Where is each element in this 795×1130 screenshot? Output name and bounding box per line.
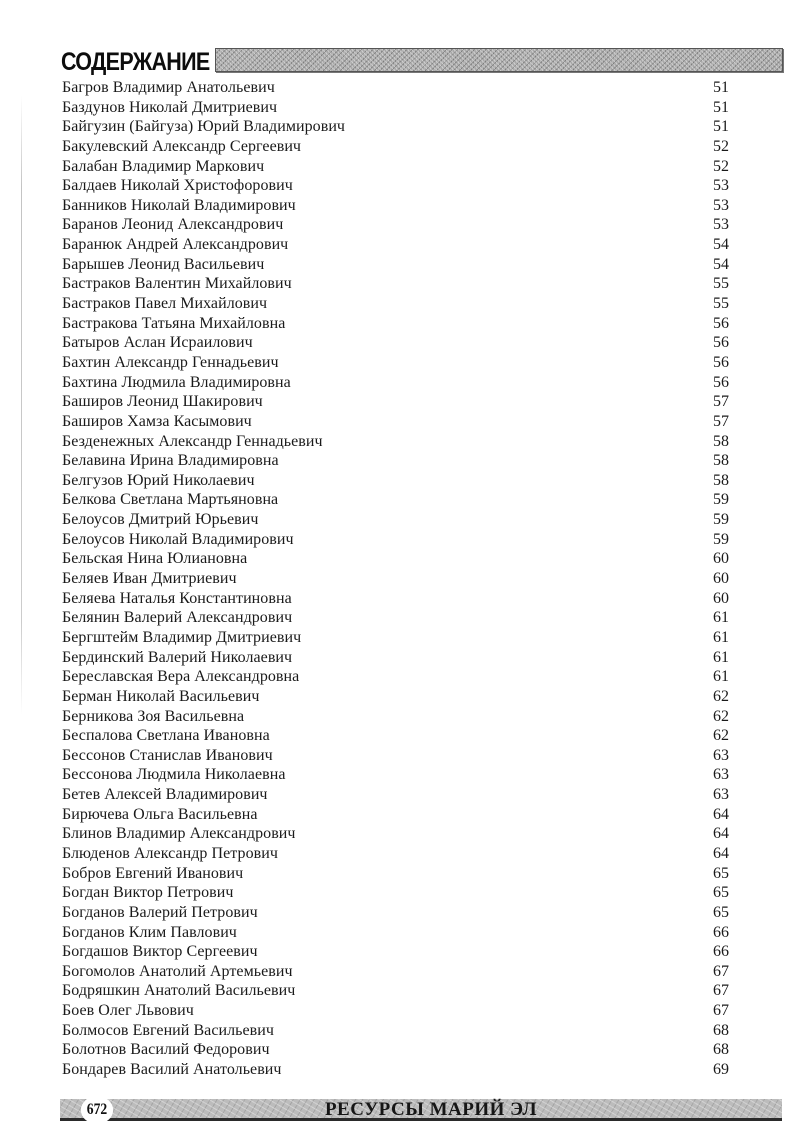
toc-entry-page: 63: [713, 766, 729, 784]
toc-entry[interactable]: [62, 765, 732, 785]
toc-entry-name: Белгузов Юрий Николаевич: [62, 471, 255, 489]
toc-entry-name: Баздунов Николай Дмитриевич: [62, 98, 278, 116]
toc-entry-page: 64: [713, 844, 729, 862]
toc-entry-name: Банников Николай Владимирович: [62, 196, 296, 214]
toc-entry[interactable]: [62, 805, 732, 825]
toc-entry-name: Белоусов Дмитрий Юрьевич: [62, 511, 259, 529]
toc-entry-page: 58: [713, 471, 729, 489]
toc-entry-page: 53: [713, 216, 729, 234]
toc-entry-page: 59: [713, 491, 729, 509]
toc-entry-name: Бастраков Валентин Михайлович: [62, 275, 292, 293]
toc-entry-name: Белавина Ирина Владимировна: [62, 452, 279, 470]
toc-entry-page: 62: [713, 687, 729, 705]
toc-entry-name: Байгузин (Байгуза) Юрий Владимирович: [62, 118, 346, 136]
toc-entry-page: 68: [713, 1021, 729, 1039]
toc-entry-name: Белкова Светлана Мартьяновна: [62, 491, 279, 509]
toc-entry-page: 67: [713, 1002, 729, 1020]
toc-entry-name: Батыров Аслан Исраилович: [62, 334, 253, 352]
toc-entry-page: 63: [713, 786, 729, 804]
toc-entry[interactable]: [62, 255, 732, 275]
toc-entry[interactable]: [62, 530, 732, 550]
toc-entry[interactable]: [62, 294, 732, 314]
toc-entry-page: 54: [713, 255, 729, 273]
toc-entry-page: 61: [713, 609, 729, 627]
toc-entry-name: Беспалова Светлана Ивановна: [62, 727, 270, 745]
toc-entry[interactable]: [62, 412, 732, 432]
toc-entry-name: Блинов Владимир Александрович: [62, 825, 296, 843]
toc-entry[interactable]: [62, 864, 732, 884]
toc-entry-name: Богдашов Виктор Сергеевич: [62, 943, 258, 961]
toc-entry-name: Баранов Леонид Александрович: [62, 216, 284, 234]
toc-entry-name: Бирючева Ольга Васильевна: [62, 805, 258, 823]
toc-entry[interactable]: [62, 471, 732, 491]
page-number: 672: [81, 1096, 113, 1124]
toc-entry-page: 61: [713, 628, 729, 646]
toc-entry[interactable]: [62, 432, 732, 452]
toc-entry-page: 64: [713, 825, 729, 843]
toc-entry-name: Бердинский Валерий Николаевич: [62, 648, 293, 666]
book-title: РЕСУРСЫ МАРИЙ ЭЛ: [324, 1099, 538, 1120]
toc-entry-page: 60: [713, 570, 729, 588]
toc-entry-name: Богданов Клим Павлович: [62, 923, 237, 941]
toc-entry[interactable]: [62, 1040, 732, 1060]
decorative-title-bar: [215, 48, 783, 72]
toc-entry-name: Бессонов Станислав Иванович: [62, 746, 273, 764]
toc-entry[interactable]: [62, 883, 732, 903]
toc-entry-page: 59: [713, 530, 729, 548]
toc-entry[interactable]: [62, 333, 732, 353]
toc-entry-name: Бахтин Александр Геннадьевич: [62, 353, 279, 371]
toc-entry[interactable]: [62, 510, 732, 530]
toc-entry-page: 52: [713, 157, 729, 175]
toc-entry[interactable]: [62, 274, 732, 294]
toc-entry[interactable]: [62, 903, 732, 923]
toc-entry-name: Бондарев Василий Анатольевич: [62, 1061, 282, 1079]
toc-entry-page: 55: [713, 275, 729, 293]
toc-entry-name: Богдан Виктор Петрович: [62, 884, 234, 902]
toc-entry[interactable]: [62, 608, 732, 628]
toc-entry-name: Беляева Наталья Константиновна: [62, 589, 292, 607]
toc-entry[interactable]: [62, 1001, 732, 1021]
toc-entry-page: 65: [713, 903, 729, 921]
toc-entry-page: 60: [713, 589, 729, 607]
toc-entry-page: 55: [713, 295, 729, 313]
toc-entry[interactable]: [62, 1060, 732, 1080]
toc-entry-name: Бергштейм Владимир Дмитриевич: [62, 628, 302, 646]
toc-entry[interactable]: [62, 176, 732, 196]
page-footer: [60, 1096, 782, 1124]
toc-entry-page: 58: [713, 452, 729, 470]
toc-entry[interactable]: [62, 785, 732, 805]
toc-entry-name: Баширов Хамза Касымович: [62, 412, 252, 430]
toc-entry-page: 63: [713, 746, 729, 764]
table-of-contents: [62, 78, 732, 1080]
toc-entry-name: Береславская Вера Александровна: [62, 668, 300, 686]
toc-entry-name: Бахтина Людмила Владимировна: [62, 373, 291, 391]
toc-entry-name: Белоусов Николай Владимирович: [62, 530, 294, 548]
toc-entry[interactable]: [62, 196, 732, 216]
toc-entry-page: 57: [713, 393, 729, 411]
toc-entry-page: 59: [713, 511, 729, 529]
toc-entry-page: 53: [713, 196, 729, 214]
toc-entry-name: Балабан Владимир Маркович: [62, 157, 265, 175]
toc-entry[interactable]: [62, 549, 732, 569]
toc-entry[interactable]: [62, 942, 732, 962]
toc-entry[interactable]: [62, 844, 732, 864]
toc-entry[interactable]: [62, 353, 732, 373]
toc-entry-name: Болотнов Василий Федорович: [62, 1041, 270, 1059]
toc-entry-page: 51: [713, 98, 729, 116]
toc-entry[interactable]: [62, 157, 732, 177]
toc-entry-name: Бакулевский Александр Сергеевич: [62, 137, 302, 155]
toc-entry[interactable]: [62, 117, 732, 137]
toc-entry[interactable]: [62, 98, 732, 118]
toc-entry[interactable]: [62, 628, 732, 648]
toc-entry-page: 67: [713, 962, 729, 980]
page-title: СОДЕРЖАНИЕ: [61, 48, 210, 76]
toc-entry-name: Безденежных Александр Геннадьевич: [62, 432, 323, 450]
toc-entry-page: 57: [713, 412, 729, 430]
toc-entry[interactable]: [62, 981, 732, 1001]
toc-entry-page: 56: [713, 373, 729, 391]
toc-entry[interactable]: [62, 569, 732, 589]
toc-entry-name: Бессонова Людмила Николаевна: [62, 766, 286, 784]
toc-entry-name: Бастракова Татьяна Михайловна: [62, 314, 286, 332]
toc-entry-page: 67: [713, 982, 729, 1000]
toc-entry-name: Бастраков Павел Михайлович: [62, 295, 268, 313]
toc-entry-name: Беляев Иван Дмитриевич: [62, 570, 237, 588]
toc-entry[interactable]: [62, 824, 732, 844]
toc-entry-name: Белянин Валерий Александрович: [62, 609, 293, 627]
toc-entry-page: 65: [713, 864, 729, 882]
toc-entry-page: 52: [713, 137, 729, 155]
toc-entry-page: 65: [713, 884, 729, 902]
toc-entry[interactable]: [62, 687, 732, 707]
toc-entry-name: Баширов Леонид Шакирович: [62, 393, 263, 411]
toc-entry-page: 61: [713, 668, 729, 686]
toc-entry-name: Барышев Леонид Васильевич: [62, 255, 265, 273]
toc-entry[interactable]: [62, 373, 732, 393]
toc-entry[interactable]: [62, 589, 732, 609]
toc-entry-page: 56: [713, 334, 729, 352]
toc-entry[interactable]: [62, 726, 732, 746]
toc-entry-name: Берман Николай Васильевич: [62, 687, 260, 705]
toc-entry-page: 62: [713, 727, 729, 745]
toc-entry-page: 56: [713, 314, 729, 332]
page-edge-shadow: [21, 95, 22, 715]
toc-entry[interactable]: [62, 923, 732, 943]
toc-entry-page: 51: [713, 79, 729, 96]
toc-entry-page: 66: [713, 943, 729, 961]
toc-entry[interactable]: [62, 235, 732, 255]
section-header: [61, 42, 783, 76]
toc-entry[interactable]: [62, 137, 732, 157]
toc-entry-name: Бетев Алексей Владимирович: [62, 786, 268, 804]
toc-entry[interactable]: [62, 1021, 732, 1041]
toc-entry-page: 62: [713, 707, 729, 725]
toc-entry-name: Богомолов Анатолий Артемьевич: [62, 962, 293, 980]
toc-entry-name: Блюденов Александр Петрович: [62, 844, 278, 862]
toc-entry-page: 69: [713, 1061, 729, 1079]
toc-entry-name: Бобров Евгений Иванович: [62, 864, 244, 882]
toc-entry-page: 64: [713, 805, 729, 823]
toc-entry[interactable]: [62, 707, 732, 727]
toc-entry-name: Балдаев Николай Христофорович: [62, 177, 293, 195]
toc-entry[interactable]: [62, 962, 732, 982]
toc-entry-page: 54: [713, 236, 729, 254]
toc-entry-name: Болмосов Евгений Васильевич: [62, 1021, 274, 1039]
toc-entry-page: 61: [713, 648, 729, 666]
toc-entry-name: Бодряшкин Анатолий Васильевич: [62, 982, 296, 1000]
toc-entry-page: 68: [713, 1041, 729, 1059]
toc-entry[interactable]: [62, 314, 732, 334]
toc-entry[interactable]: [62, 490, 732, 510]
toc-entry[interactable]: [62, 392, 732, 412]
toc-entry[interactable]: [62, 78, 732, 98]
toc-entry[interactable]: [62, 648, 732, 668]
toc-entry[interactable]: [62, 746, 732, 766]
toc-entry-page: 51: [713, 118, 729, 136]
toc-entry-page: 58: [713, 432, 729, 450]
toc-entry[interactable]: [62, 451, 732, 471]
toc-entry-page: 66: [713, 923, 729, 941]
toc-entry-name: Богданов Валерий Петрович: [62, 903, 258, 921]
toc-entry-name: Бельская Нина Юлиановна: [62, 550, 248, 568]
toc-entry-page: 56: [713, 353, 729, 371]
toc-entry-page: 60: [713, 550, 729, 568]
toc-entry-name: Багров Владимир Анатольевич: [62, 79, 275, 96]
toc-entry-page: 53: [713, 177, 729, 195]
toc-entry[interactable]: [62, 215, 732, 235]
toc-entry-name: Боев Олег Львович: [62, 1002, 194, 1020]
toc-entry-name: Баранюк Андрей Александрович: [62, 236, 289, 254]
toc-entry-name: Берникова Зоя Васильевна: [62, 707, 245, 725]
toc-entry[interactable]: [62, 667, 732, 687]
